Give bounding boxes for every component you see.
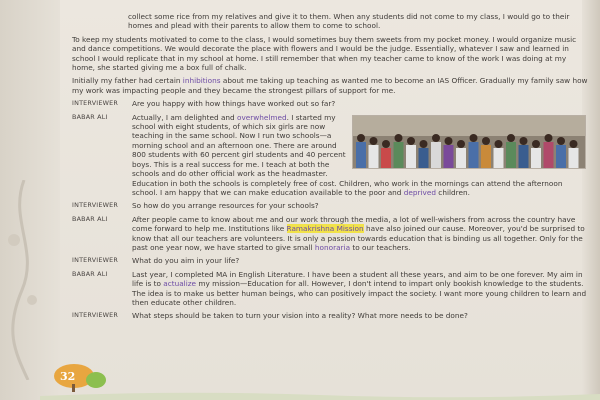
text-run: What steps should be taken to turn your vision into a reality? What more needs to be done? <box>132 311 468 321</box>
speaker-label: BABAR ALI <box>72 269 108 278</box>
dialogue-row <box>72 201 588 210</box>
text-run: children. <box>435 187 470 197</box>
grass-strip <box>40 386 600 400</box>
speaker-label: INTERVIEWER <box>72 311 118 320</box>
text-run: . I started my school with eight students, of which six girls are now teaching in the same school. Now I run two schools—a morning school and an afternoon one. There are around 800 students with 60 percent girl students and 40 percent boys. This is a real success for me. I teach at both the schools and do other official work as the headmaster. Education in both the schools is completely free of cost. Children, who work in the mornings can attend the afternoon school. I am happy that we can make education available to the poor and <box>132 112 563 197</box>
vocabulary-word: actualize <box>163 279 197 289</box>
text-run: Last year, I completed MA in English Literature. I have been a student all these years, and aim to be one forever. My aim in life is to <box>132 269 583 289</box>
speaker-label: INTERVIEWER <box>72 201 118 210</box>
dialogue-text <box>132 99 588 108</box>
dialogue-text <box>132 215 588 253</box>
dialogue-text <box>132 256 588 265</box>
vocabulary-word: overwhelmed <box>237 112 287 122</box>
vocabulary-word: honoraria <box>314 242 351 252</box>
highlighted-term: Ramakrishna Mission <box>286 224 364 234</box>
dialogue-text <box>132 113 588 198</box>
dialogue-row <box>72 113 588 198</box>
dialogue-row <box>72 215 588 253</box>
speaker-label: BABAR ALI <box>72 214 108 223</box>
interview-dialogue <box>72 99 588 321</box>
text-run: What do you aim in your life? <box>132 256 240 266</box>
decorative-vine-art <box>4 180 44 380</box>
text-run: Are you happy with how things have worked out so far? <box>132 99 336 109</box>
text-run: have also joined our cause. Moreover, you'd be surprised to know that all our teachers are volunteers. It is only a passion towards education that is binding us all together. Only for the past one year now, we have started to give small <box>132 224 585 252</box>
intro-section <box>72 12 588 95</box>
speaker-label: INTERVIEWER <box>72 256 118 265</box>
text-run: After people came to know about me and our work through the media, a lot of well-wishers from across the country have come forward to help me. Institutions like <box>132 214 576 234</box>
text-run: So how do you arrange resources for your schools? <box>132 201 319 211</box>
dialogue-row <box>72 311 588 320</box>
speaker-label: BABAR ALI <box>72 112 108 121</box>
text-run: Initially my father had certain <box>72 76 183 86</box>
dialogue-row <box>72 270 588 308</box>
dialogue-row <box>72 99 588 108</box>
page-content <box>72 12 588 325</box>
vocabulary-word: deprived <box>403 187 436 197</box>
text-run: my mission—Education for all. However, I don't intend to impart only bookish knowledge to the students. The idea is to make us better human beings, who can positively impact the society. I want more young children to learn and then educate other children. <box>132 279 587 307</box>
text-run: Actually, I am delighted and <box>132 112 237 122</box>
text-run: collect some rice from my relatives and give it to them. When any students did not come to my class, I would go to their homes and plead with their parents to allow them to come to school. <box>128 12 570 31</box>
page-number: 32 <box>60 370 76 383</box>
speaker-label: INTERVIEWER <box>72 99 118 108</box>
vocabulary-word: inhibitions <box>182 76 221 86</box>
dialogue-row <box>72 256 588 265</box>
dialogue-text <box>132 201 588 210</box>
text-run: To keep my students motivated to come to the class, I would sometimes buy them sweets from my pocket money. I would organize music and dance competitions. We would decorate the place with flowers and I would be the judge. Essentially, whatever I saw and learned in school I would replicate that in my school at home. I still remember that when my teacher came to know of the work I was doing at my home, she started giving me a box full of chalk. <box>72 34 577 73</box>
intro-paragraph <box>128 12 588 31</box>
text-run: to our teachers. <box>350 242 411 252</box>
intro-paragraph <box>72 35 588 73</box>
classroom-students-photo <box>352 115 586 169</box>
intro-paragraph <box>72 76 588 95</box>
dialogue-text <box>132 311 588 320</box>
dialogue-text <box>132 270 588 308</box>
text-run: about me taking up teaching as wanted me to become an IAS Officer. Gradually my family saw how my work was impacting people and they became the strongest pillars of support for me. <box>72 76 588 95</box>
